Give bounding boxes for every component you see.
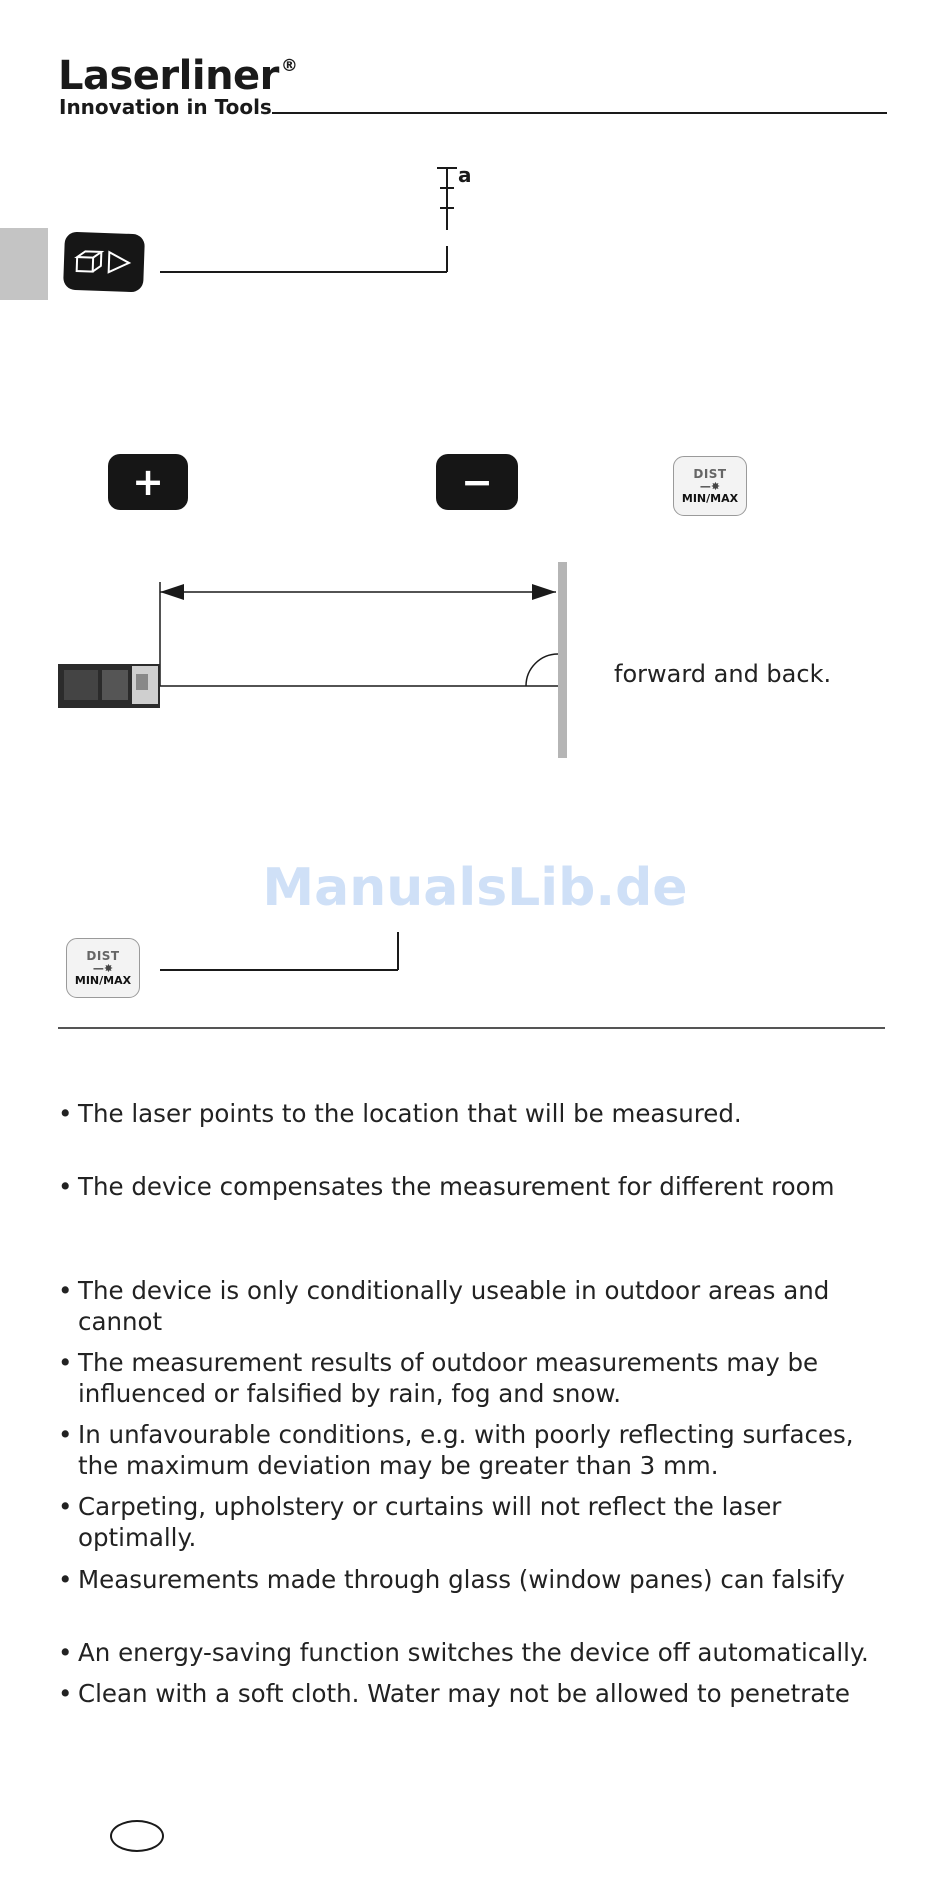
plus-button[interactable]: + <box>108 454 188 510</box>
brand-logo <box>58 53 298 99</box>
mode-callout-line <box>160 160 470 280</box>
dist-minmax-button[interactable] <box>673 456 747 516</box>
brand-tagline: Innovation in Tools <box>59 95 272 119</box>
target-wall <box>558 562 567 758</box>
right-angle-arc <box>526 654 558 686</box>
language-badge <box>110 1820 164 1852</box>
list-item: • Carpeting, upholstery or curtains will not reflect the laser optimally. <box>58 1492 782 1552</box>
mode-button[interactable] <box>63 232 145 293</box>
dist-label: DIST <box>86 949 120 963</box>
dist-callout-line <box>160 930 410 974</box>
brand-name: Laserliner <box>58 53 279 99</box>
list-item: • Measurements made through glass (window panes) can falsify <box>58 1565 845 1594</box>
list-item: • The laser points to the location that will be measured. <box>58 1099 742 1128</box>
list-item: • Clean with a soft cloth. Water may not be allowed to penetrate <box>58 1679 850 1708</box>
minus-button[interactable]: − <box>436 454 518 510</box>
chapter-side-tab <box>0 228 48 300</box>
area-volume-mode-icon <box>72 245 135 279</box>
list-item: • An energy-saving function switches the device off automatically. <box>58 1638 869 1667</box>
header-rule <box>272 112 887 114</box>
section-divider <box>58 1027 885 1029</box>
dist-label: DIST <box>693 467 727 481</box>
watermark: ManualsLib.de <box>262 858 688 918</box>
measurement-diagram <box>56 560 576 760</box>
list-item: • The measurement results of outdoor measurements may be influenced or falsified by rain, fog and snow. <box>58 1348 819 1408</box>
dist-minmax-button-callout[interactable] <box>66 938 140 998</box>
laser-burst-icon: —✸ <box>699 480 721 493</box>
figure-caption: forward and back. <box>614 660 832 688</box>
list-item: • The device compensates the measurement for different room <box>58 1172 835 1201</box>
laser-burst-icon: —✸ <box>92 962 114 975</box>
list-item: • In unfavourable conditions, e.g. with poorly reflecting surfaces, the maximum deviation may be greater than 3 mm. <box>58 1420 854 1480</box>
list-item: • The device is only conditionally useable in outdoor areas and cannot <box>58 1276 830 1336</box>
minmax-label: MIN/MAX <box>681 492 739 505</box>
laser-device-icon <box>58 664 160 708</box>
registered-mark: ® <box>280 56 298 76</box>
callout-label-a: a <box>458 163 472 187</box>
minmax-label: MIN/MAX <box>74 974 132 987</box>
